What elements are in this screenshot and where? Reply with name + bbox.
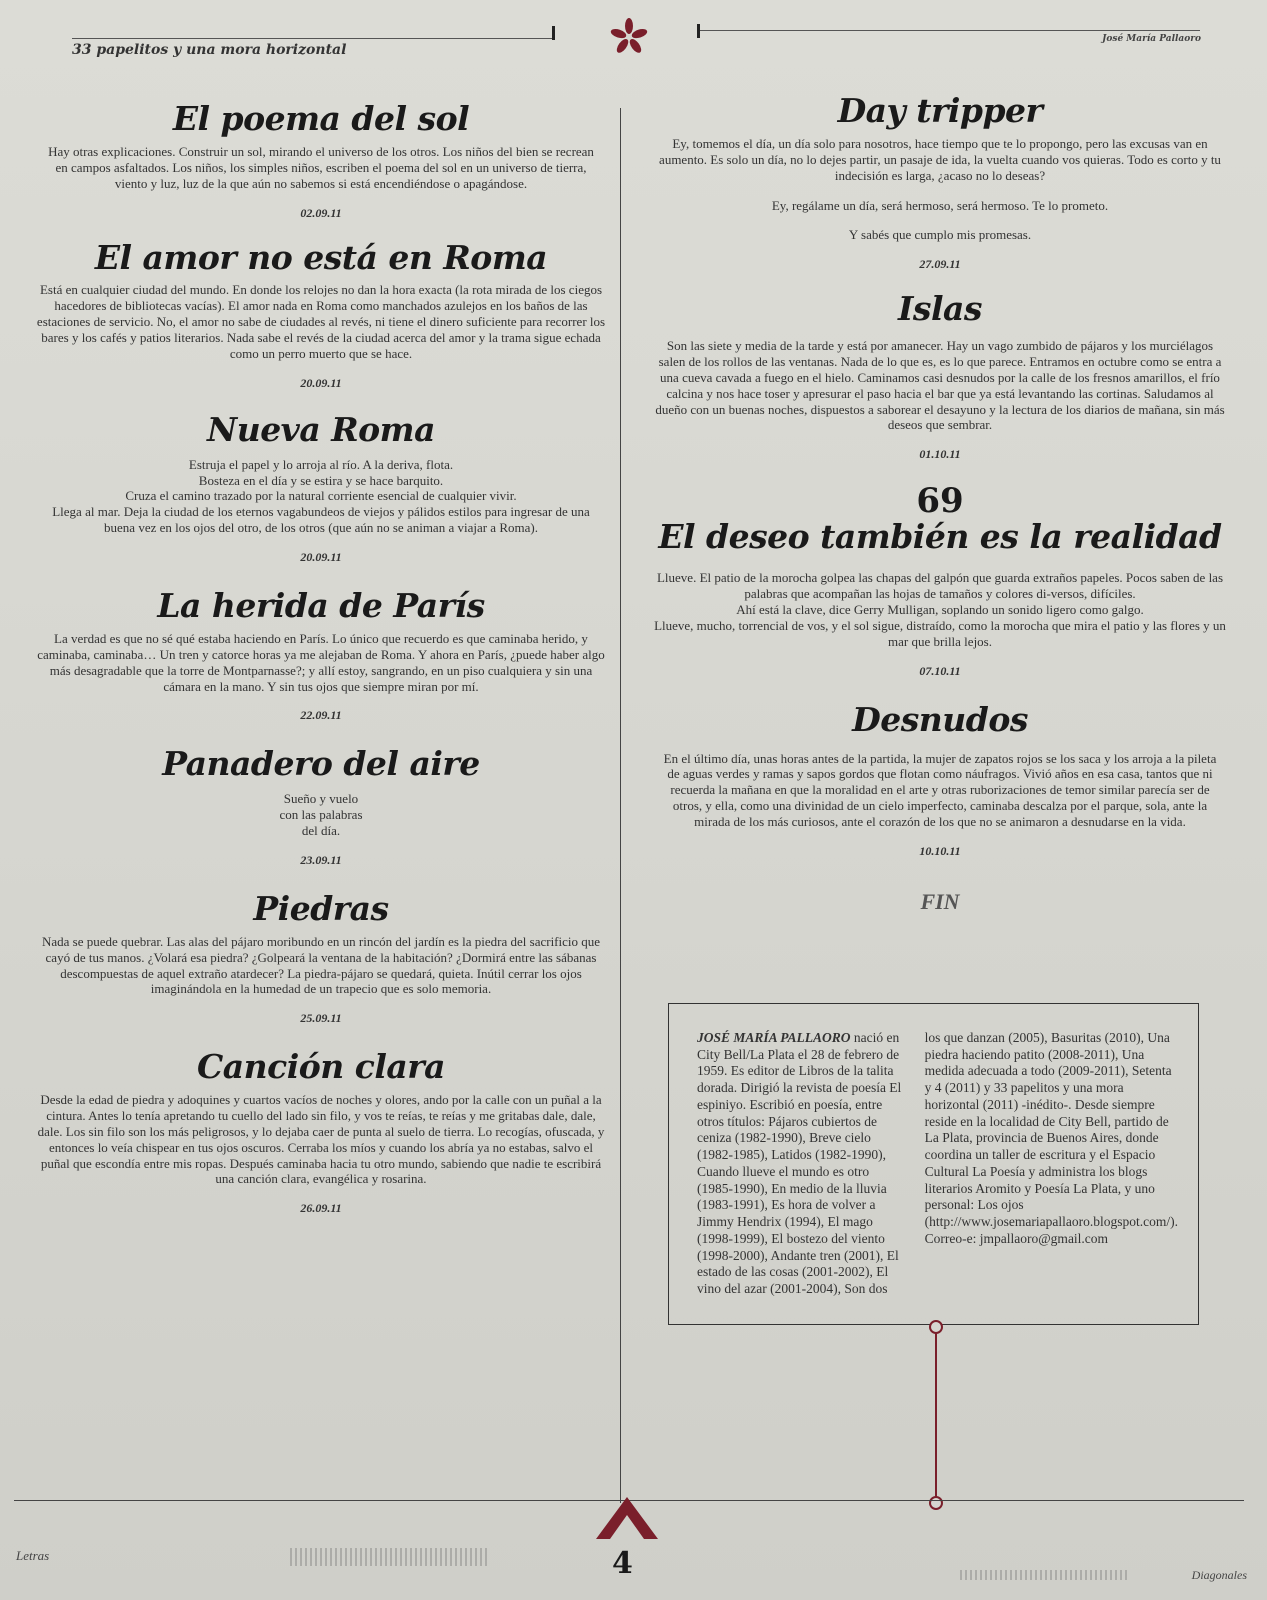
poem-section — [650, 92, 1230, 272]
header-rule-left — [72, 38, 552, 39]
poem-body: Está en cualquier ciudad del mundo. En donde los relojes no dan la hora exacta (la rota mirada de los ciegos hacedores de bibliotecas vacías). El amor nada en Roma como manchados azulejos en los baños de las estaciones de servicio. No, el amor no sabe de ciudades al revés, ni tiene el dinero suficiente para recorrer los bares y los cafés y patios literarios. Nada sabe el revés de la ciudad acerca del amor y la trama sigue echada como un perro muerto que se hace. — [36, 282, 606, 361]
poem-section — [26, 411, 616, 565]
poem-section — [650, 481, 1230, 678]
bio-email: Correo-e: jmpallaoro@gmail.com — [924, 1230, 1109, 1246]
poem-body-line: Llega al mar. Deja la ciudad de los eternos vagabundeos de viejos y pálidos estilos para ingresar de una buena vez en los ojos del otro, de los otros (que aún no se animan a viajar a Roma). — [52, 504, 590, 536]
poem-body: La verdad es que no sé qué estaba haciendo en París. Lo único que recuerdo es que caminaba herido, y caminaba, caminaba… Un tren y catorce horas ya me alejaban de Roma. Y ahora en París, ¿puede haber algo más desagradable que la torre de Montparnasse?; y allí estoy, sangrando, en un piso cualquiera y sin una cámara en la mano. Y sin tus ojos que siempre miran por mí. — [37, 630, 605, 694]
header-tick-left — [552, 26, 555, 40]
poem-body-line: Cruza el camino trazado por la natural corriente esencial de cualquier vivir. — [125, 488, 517, 504]
column-divider — [620, 108, 621, 1503]
footer-section-left: Letras — [16, 1548, 50, 1563]
poem-title: El amor no está en Roma — [94, 237, 548, 277]
right-column — [650, 92, 1230, 915]
poem-date: 02.09.11 — [300, 205, 342, 220]
bio-column-1 — [697, 1030, 907, 1314]
poem-date: 26.09.11 — [300, 1201, 342, 1216]
halftone-pattern — [960, 1570, 1130, 1580]
connector-dot-bottom — [929, 1496, 943, 1510]
page-number: 4 — [612, 1546, 633, 1581]
poem-date: 23.09.11 — [300, 852, 342, 867]
header-tick-right — [697, 24, 700, 38]
poem-date: 01.10.11 — [919, 447, 961, 462]
header-book-title: 33 papelitos y una mora horizontal — [72, 42, 347, 58]
poem-body: Desde la edad de piedra y adoquines y cuartos vacíos de noches y olores, ando por la calle con un puñal a la cintura. Antes lo tenía apretando tu cuello del lado sin filo, y vos te reías, te reías y me gritabas dale, dale, dale. Los sin filo son los más peligrosos, y lo dejaba caer de punta al suelo de tierra. Lo recogías, ofuscada, y entonces lo veía chispear en tus ojos oscuros. Cerraba los míos y cuando los abría ya no estabas, salvo el puñal que escondía entre mis ropas. Después caminaba hacia tu otro mundo, sabiendo que nadie te escribirá una canción clara, evangélica y rosarina. — [37, 1092, 605, 1187]
poem-title: Panadero del aire — [162, 744, 480, 784]
poem-section — [650, 701, 1230, 859]
poem-body-line: Llueve, mucho, torrencial de vos, y el sol sigue, distraído, como la morocha que mira el patio y las flores y un mar que brilla lejos. — [654, 617, 1226, 649]
poem-body: Nada se puede quebrar. Las alas del pájaro moribundo en un rincón del jardín es la piedra del sacrificio que cayó de tus manos. ¿Volará esa piedra? ¿Golpeará la ventana de la habitación? ¿Dormirá entre las sábanas descompuestas de aquel extraño atardecer? La piedra-pájaro se quedará, quieta. Inútil cerrar los ojos imaginándola en la humedad de un trapecio que es solo memoria. — [41, 933, 601, 997]
poem-date: 22.09.11 — [300, 708, 342, 723]
poem-body: En el último día, unas horas antes de la partida, la mujer de zapatos rojos se los saca y los arroja a la pileta de aguas verdes y ramas y sapos gordos que flotan como náufragos. Vivió años en esa casa, tantos que ni recuerda la mañana en que la moralidad en el arte y otras ruborizaciones de temor similar parecía ser de otros, y ella, como una divinidad de un cielo imperfecto, caminaba descalza por el parque, sola, ante la mirada de los más curiosos, ante el corazón de los que no se animaron a desnudarse en la vida. — [663, 750, 1217, 829]
bio-text: los que danzan (2005), Basuritas (2010), Una piedra haciendo patito (2008-2011), Una medida adecuada a todo (2009-2011), Setenta y 4 (2011) y 33 papelitos y una mora horizontal (2011) -inédito-. Desde siempre reside en la localidad de City Bell, partido de La Plata, provincia de Buenos Aires, donde coordina un taller de escritura y el Espacio Cultural La Poesía y administra los blogs literarios Aromito y Poesía La Plata, y uno personal: Los ojos (http://www.josemariapallaoro.blogspot.com/). — [924, 1030, 1178, 1230]
poem-date: 25.09.11 — [300, 1011, 342, 1026]
poem-title: Canción clara — [196, 1047, 446, 1087]
poem-body-line: con las palabras — [279, 807, 363, 823]
bio-author-name: JOSÉ MARÍA PALLAORO — [697, 1030, 851, 1045]
footer-section-right: Diagonales — [1191, 1568, 1247, 1582]
poem-body-line: Ey, regálame un día, será hermoso, será hermoso. Te lo prometo. — [771, 197, 1109, 213]
header-rule-right — [700, 30, 1200, 31]
poem-section — [26, 239, 616, 391]
poem-title: El poema del sol — [172, 99, 470, 138]
flower-ornament-icon — [606, 14, 652, 60]
connector-line — [935, 1333, 937, 1499]
header-author: José María Pallaoro — [1102, 34, 1201, 44]
poem-body-line: Llueve. El patio de la morocha golpea las chapas del galpón que guarda extraños papeles. Pocos saben de las palabras que acompañan las hojas de tamaños y colores di-versos, difíciles. — [656, 570, 1224, 602]
poem-section — [26, 890, 616, 1026]
poem-title: Nueva Roma — [207, 409, 435, 449]
poem-date: 07.10.11 — [919, 663, 961, 678]
author-bio-box — [668, 1003, 1199, 1325]
poem-title: Day tripper — [837, 91, 1043, 130]
connector-dot-top — [929, 1320, 943, 1334]
fin-label: FIN — [920, 888, 960, 914]
poem-title: El deseo también es la realidad — [658, 517, 1222, 557]
poem-body: Hay otras explicaciones. Construir un sol, mirando el universo de los otros. Los niños del bien se recrean en campos asfaltados. Los niños, los simples niños, escriben el poema del sol en un universo de tierra, viento y luz, luz de la que aún no sabemos si está encendiéndose o apagándose. — [48, 143, 594, 191]
bio-column-2 — [925, 1030, 1178, 1314]
poem-body: Son las siete y media de la tarde y está por amanecer. Hay un vago zumbido de pájaros y los murciélagos salen de los rollos de las ventanas. Nada de lo que es, es lo que parece. Entramos en octubre como se entra a una cueva cavada a fuego en el hielo. Caminamos casi desnudos por la calle de los fresnos amarillos, el frío calcina y nos hace toser y apresurar el paso hacia el bar que ya está levantando las cortinas. Saludamos al dueño con un buenas noches, dispuestos a saborear el desayuno y la lectura de los diarios de mañana, sin más deseos que sembrar. — [655, 338, 1225, 433]
poem-title: Islas — [897, 289, 982, 329]
poem-section — [26, 100, 616, 221]
poem-title: Desnudos — [852, 699, 1028, 739]
bio-text: nació en City Bell/La Plata el 28 de febrero de 1959. Es editor de Libros de la talita dorada. Dirigió la revista de poesía El espiniyo. Escribió en poesía, entre otros títulos: Pájaros cubiertos de ceniza (1982-1990), Breve cielo (1982-1985), Latidos (1982-1990), Cuando llueve el mundo es otro (1985-1990), En medio de la lluvia (1983-1991), Es hora de volver a Jimmy Hendrix (1994), El mago (1998-1999), El bostezo del viento (1998-2000), Andante tren (2001), El estado de las cosas (2001-2002), El vino del azar (2001-2004), Son dos — [697, 1030, 902, 1297]
poem-body-line: Y sabés que cumplo mis promesas. — [848, 227, 1032, 243]
poem-date: 20.09.11 — [300, 375, 342, 390]
halftone-pattern — [290, 1548, 490, 1566]
poem-title: Piedras — [253, 888, 389, 928]
poem-section — [26, 1048, 616, 1216]
poem-title: La herida de París — [157, 585, 485, 625]
poem-body-line: Estruja el papel y lo arroja al río. A la deriva, flota. — [188, 456, 454, 472]
poem-section — [26, 587, 616, 723]
poem-date: 10.10.11 — [919, 843, 961, 858]
chevron-up-icon — [596, 1495, 658, 1539]
poem-number: 69 — [916, 481, 964, 522]
poem-body-line: Bosteza en el día y se estira y se hace barquito. — [198, 472, 444, 488]
poem-body-line: del día. — [301, 823, 341, 839]
poem-section — [26, 745, 616, 868]
left-column — [26, 100, 616, 1230]
poem-date: 20.09.11 — [300, 549, 342, 564]
poem-body-line: Sueño y vuelo — [283, 791, 359, 807]
poem-date: 27.09.11 — [919, 257, 961, 272]
poem-body-line: Ey, tomemos el día, un día solo para nosotros, hace tiempo que te lo propongo, pero las excusas van en aumento. Es solo un día, no lo dejes partir, un pasaje de ida, la vuelta cuando vos quieras. Todo es corto y tu indecisión es larga, ¿acaso no lo deseas? — [659, 135, 1221, 183]
poem-section — [650, 290, 1230, 462]
poem-body-line: Ahí está la clave, dice Gerry Mulligan, soplando un sonido ligero como galgo. — [736, 601, 1144, 617]
